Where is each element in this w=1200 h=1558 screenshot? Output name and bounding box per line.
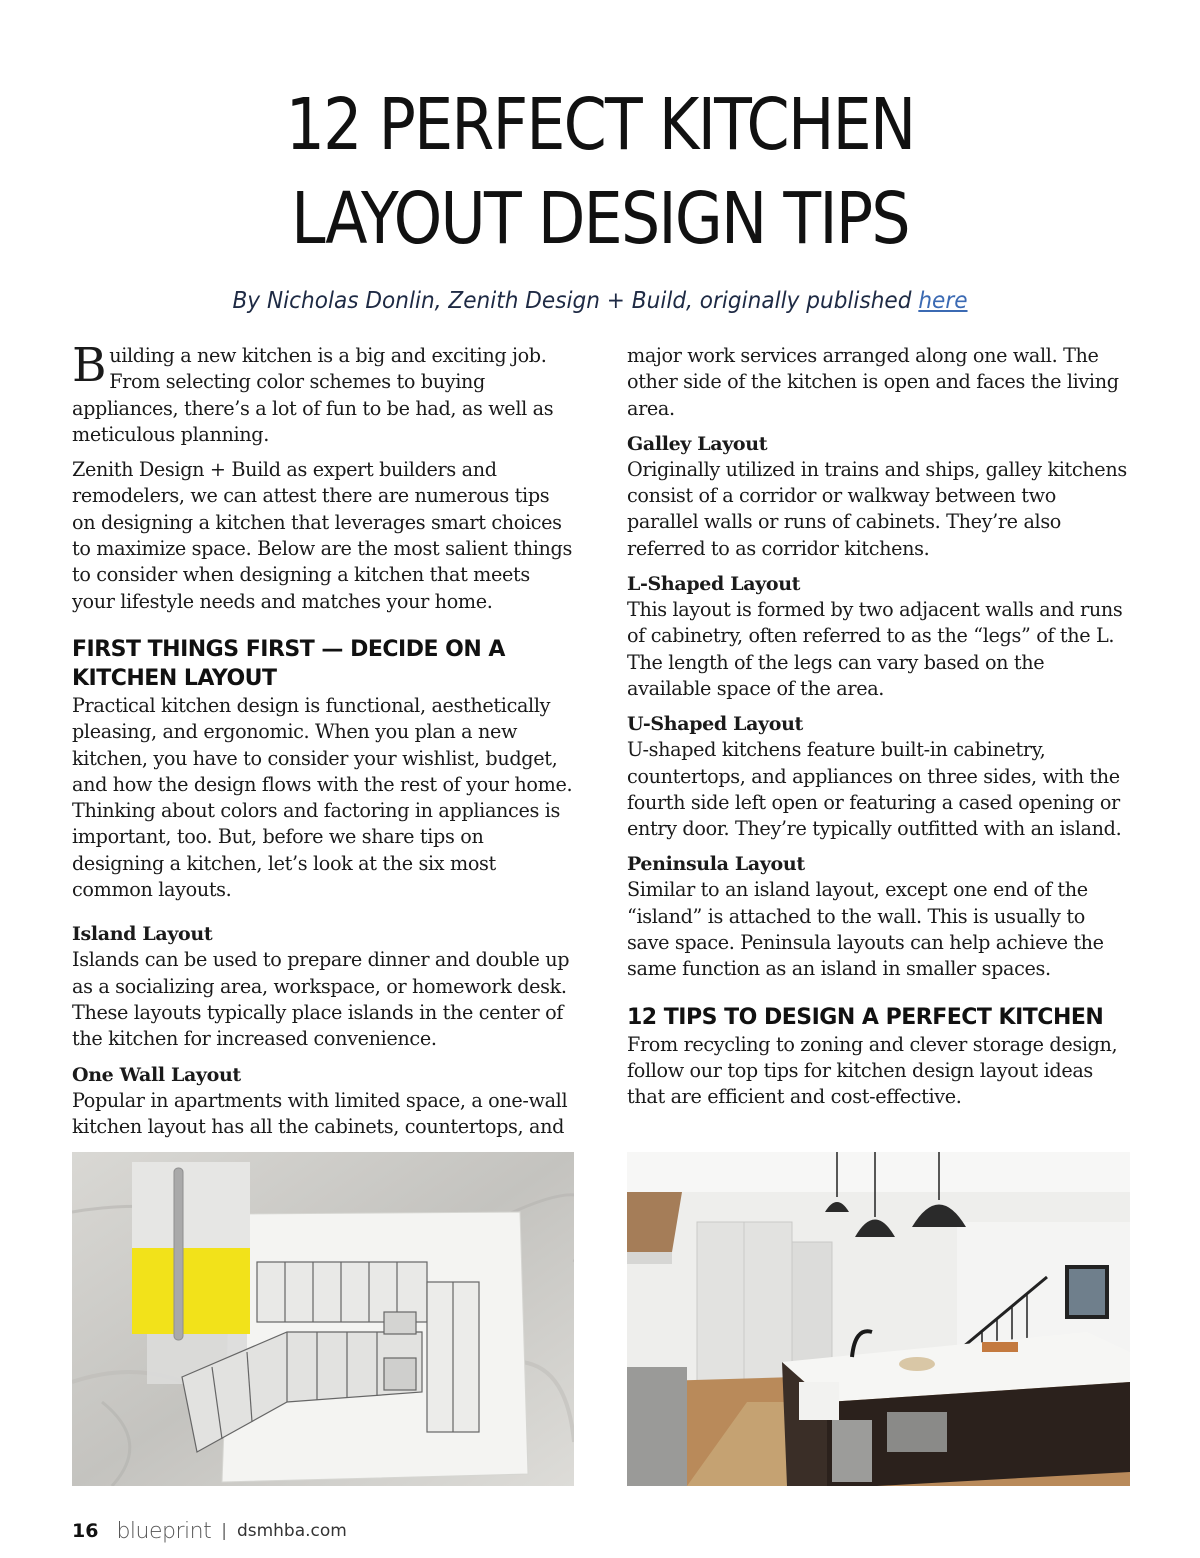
- peninsula-layout-body: Similar to an island layout, except one end of the “island” is attached to the wall. This is usually to save space. Peninsula layouts can help achieve the same function as an island in smaller spaces.: [627, 878, 1104, 981]
- byline-text: By Nicholas Donlin, Zenith Design + Build, originally published: [232, 288, 912, 314]
- peninsula-layout-block: [627, 851, 1131, 982]
- article-title: [78, 78, 1122, 266]
- yellow-swatch: [132, 1248, 250, 1334]
- galley-layout-body: Originally utilized in trains and ships, galley kitchens consist of a corridor or walkway between two parallel walls or runs of cabinets. They’re also referred to as corridor kitchens.: [627, 457, 1127, 560]
- cabinet-handle-sample: [174, 1168, 183, 1340]
- u-shaped-layout-body: U-shaped kitchens feature built-in cabinetry, countertops, and appliances on three sides, with the fourth side left open or featuring a cased opening or entry door. They’re typically outfitted with an island.: [627, 738, 1122, 841]
- right-column: [627, 343, 1131, 1111]
- farmhouse-sink: [799, 1382, 839, 1420]
- peninsula-layout-heading: Peninsula Layout: [627, 853, 805, 876]
- u-shaped-layout-block: [627, 711, 1131, 842]
- page-footer: [72, 1516, 347, 1546]
- l-shaped-layout-body: This layout is formed by two adjacent walls and runs of cabinetry, often referred to as the “legs” of the L. The length of the legs can vary based on the available space of the area.: [627, 598, 1123, 700]
- microwave-drawer: [887, 1412, 947, 1452]
- title-line-1: 12 PERFECT KITCHEN: [285, 83, 915, 166]
- one-wall-layout-body: Popular in apartments with limited space, a one-wall kitchen layout has all the cabinets, countertops, and: [72, 1088, 568, 1138]
- footer-separator: |: [221, 1521, 227, 1541]
- grey-swatch: [132, 1162, 250, 1248]
- island-layout-heading: Island Layout: [72, 923, 213, 946]
- ceiling: [627, 1152, 1130, 1192]
- bar-stools: [982, 1342, 1018, 1352]
- stainless-range: [627, 1367, 687, 1486]
- one-wall-layout-heading: One Wall Layout: [72, 1063, 241, 1086]
- byline: [36, 284, 1164, 318]
- galley-layout-heading: Galley Layout: [627, 432, 768, 455]
- title-line-2: LAYOUT DESIGN TIPS: [291, 177, 909, 260]
- l-shaped-layout-heading: L-Shaped Layout: [627, 573, 801, 596]
- section-heading-layouts: FIRST THINGS FIRST — DECIDE ON A KITCHEN LAYOUT: [72, 636, 505, 691]
- section-heading-tips: 12 TIPS TO DESIGN A PERFECT KITCHEN: [627, 1004, 1104, 1030]
- intro-paragraph-1-text: uilding a new kitchen is a big and exciting job. From selecting color schemes to buying appliances, there’s a lot of fun to be had, as well as meticulous planning.: [72, 344, 554, 446]
- section-body-tips: From recycling to zoning and clever storage design, follow our top tips for kitchen design layout ideas that are efficient and cost-effective.: [627, 1032, 1118, 1109]
- kitchen-plan-photo: [72, 1152, 574, 1486]
- window: [1067, 1267, 1107, 1317]
- kitchen-interior-illustration: [627, 1152, 1130, 1486]
- dishwasher: [832, 1420, 872, 1482]
- l-shaped-layout-block: [627, 571, 1131, 702]
- island-layout-block: [72, 921, 574, 1052]
- section-body-layouts: Practical kitchen design is functional, aesthetically pleasing, and ergonomic. When you plan a new kitchen, you have to consider your wishlist, budget, and how the design flows with the rest of your home. Thinking about colors and factoring in appliances is important, too. But, before we share tips on designing a kitchen, let’s look at the six most common layouts.: [72, 693, 573, 902]
- one-wall-layout-block: [72, 1062, 574, 1141]
- intro-paragraph-2: Zenith Design + Build as expert builders and remodelers, we can attest there are numerous tips on designing a kitchen that leverages smart choices to maximize space. Below are the most salient things to consider when designing a kitchen that meets your lifestyle needs and matches your home.: [72, 458, 572, 613]
- galley-layout-block: [627, 431, 1131, 562]
- magazine-logo: blueprint: [116, 1518, 212, 1544]
- u-shaped-layout-heading: U-Shaped Layout: [627, 713, 803, 736]
- original-publication-link[interactable]: here: [918, 288, 968, 314]
- one-wall-layout-body-continued: major work services arranged along one wall. The other side of the kitchen is open and faces the living area.: [627, 344, 1119, 420]
- website-url: dsmhba.com: [236, 1521, 347, 1541]
- kitchen-plan-illustration: [72, 1152, 574, 1486]
- kitchen-interior-photo: [627, 1152, 1130, 1486]
- intro-paragraph-1: [72, 338, 574, 448]
- left-column: [72, 338, 574, 1140]
- drop-cap: B: [72, 338, 107, 393]
- island-layout-body: Islands can be used to prepare dinner and double up as a socializing area, workspace, or homework desk. These layouts typically place islands in the center of the kitchen for increased convenience.: [72, 948, 570, 1051]
- bowl: [899, 1357, 935, 1371]
- page-number: 16: [72, 1520, 99, 1542]
